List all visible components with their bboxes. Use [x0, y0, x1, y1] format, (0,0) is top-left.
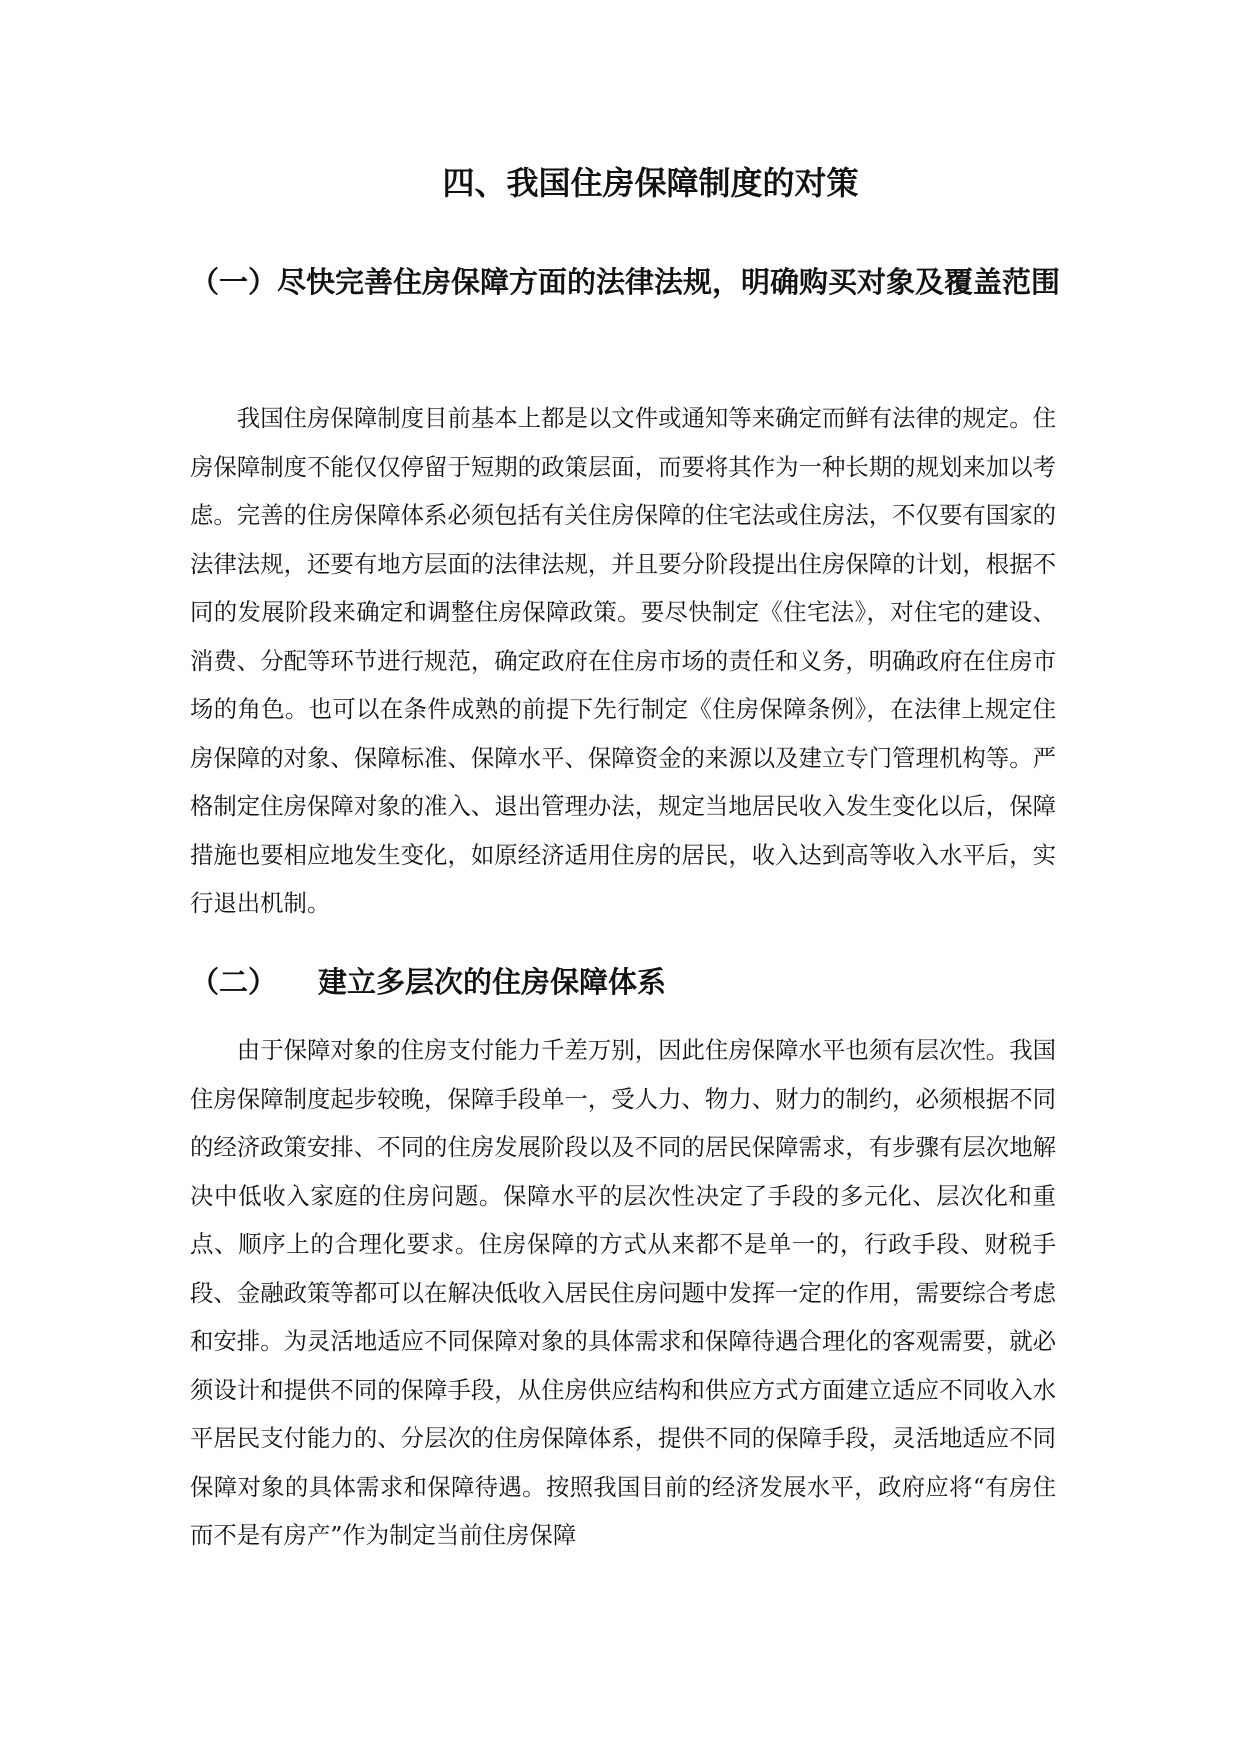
section-1-heading: （一）尽快完善住房保障方面的法律法规，明确购买对象及覆盖范围	[190, 265, 1061, 299]
section-2-paragraph: 由于保障对象的住房支付能力千差万别，因此住房保障水平也须有层次性。我国住房保障制度起步较晚，保障手段单一，受人力、物力、财力的制约，必须根据不同的经济政策安排、不同的住房发展阶段以及不同的居民保障需求，有步骤有层次地解决中低收入家庭的住房问题。保障水平的层次性决定了手段的多元化、层次化和重点、顺序上的合理化要求。住房保障的方式从来都不是单一的，行政手段、财税手段、金融政策等都可以在解决低收入居民住房问题中发挥一定的作用，需要综合考虑和安排。为灵活地适应不同保障对象的具体需求和保障待遇合理化的客观需要，就必须设计和提供不同的保障手段，从住房供应结构和供应方式方面建立适应不同收入水平居民支付能力的、分层次的住房保障体系，提供不同的保障手段，灵活地适应不同保障对象的具体需求和保障待遇。按照我国目前的经济发展水平，政府应将“有房住而不是有房产”作为制定当前住房保障	[190, 1036, 1056, 1549]
section-2-heading	[190, 948, 1060, 1016]
section-2-number: （二）	[190, 965, 278, 999]
chapter-title: 四、我国住房保障制度的对策	[442, 164, 859, 202]
section-2-title: 建立多层次的住房保障体系	[318, 965, 667, 999]
section-1-paragraph: 我国住房保障制度目前基本上都是以文件或通知等来确定而鲜有法律的规定。住房保障制度不能仅仅停留于短期的政策层面，而要将其作为一种长期的规划来加以考虑。完善的住房保障体系必须包括有关住房保障的住宅法或住房法，不仅要有国家的法律法规，还要有地方层面的法律法规，并且要分阶段提出住房保障的计划，根据不同的发展阶段来确定和调整住房保障政策。要尽快制定《住宅法》，对住宅的建设、消费、分配等环节进行规范，确定政府在住房市场的责任和义务，明确政府在住房市场的角色。也可以在条件成熟的前提下先行制定《住房保障条例》，在法律上规定住房保障的对象、保障标准、保障水平、保障资金的来源以及建立专门管理机构等。严格制定住房保障对象的准入、退出管理办法，规定当地居民收入发生变化以后，保障措施也要相应地发生变化，如原经济适用住房的居民，收入达到高等收入水平后，实行退出机制。	[190, 404, 1056, 917]
